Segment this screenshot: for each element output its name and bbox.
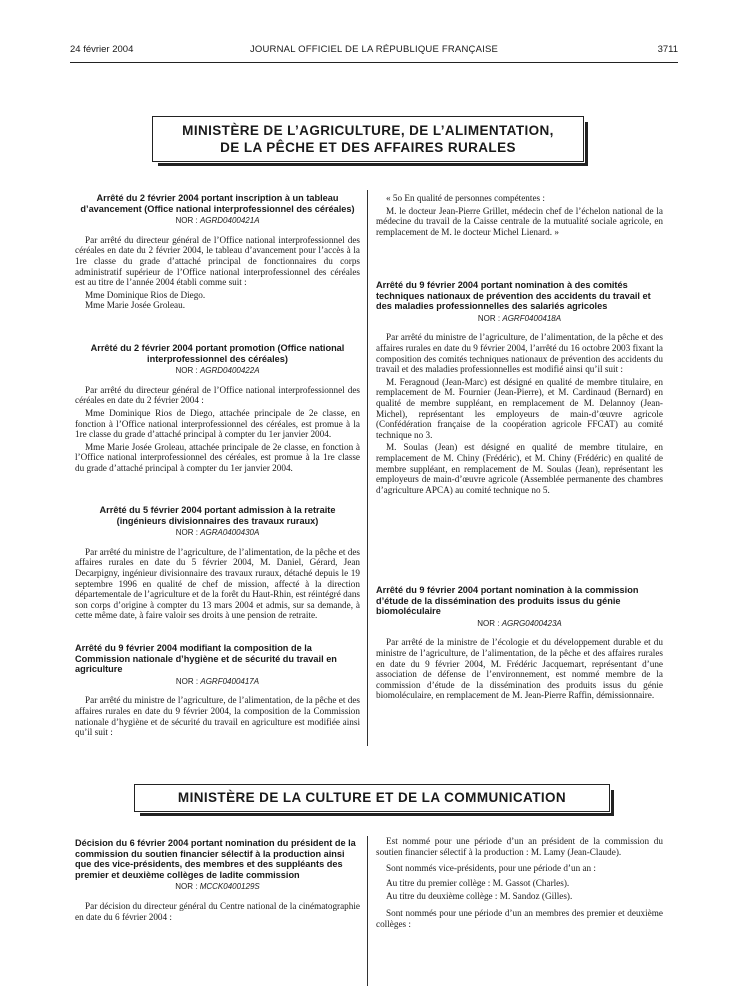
left-column-c [75,505,360,623]
nominee: Mme Dominique Rios de Diego. [85,289,206,300]
header-rule [70,62,678,63]
article-title: Arrêté du 9 février 2004 modifiant la composition de la Commission nationale d’hygiène et de sécurité du travail en agriculture [75,643,337,675]
right-column [376,193,663,239]
nominee: Mme Marie Josée Groleau. [85,300,186,311]
article-paragraph: « 5o En qualité de personnes compétentes : [386,193,545,203]
right-column-c [376,585,663,703]
left-column-d [75,643,360,740]
ministry-culture-heading [134,784,610,812]
nor-reference: NOR : AGRG0400423A [477,618,562,628]
right-column-b [376,280,663,497]
article-paragraph: Sont nommés vice-présidents, pour une période d’un an : [386,863,596,874]
ministry-agriculture-heading [152,116,584,162]
nor-reference: NOR : AGRF0400418A [477,313,562,323]
article-paragraph: Mme Dominique Rios de Diego, attachée principale de 2e classe, en fonction à l’Office national interprofessionnel des céréales, est promue à la 1re classe du grade d’attaché principal à compter du 1er janvier 2004. [75,407,360,440]
article-tableau-avancement [75,193,360,311]
article-paragraph: Au titre du deuxième collège : M. Sandoz (Gilles). [386,891,573,902]
article-paragraph: Par décision du directeur général du Centre national de la cinématographie en date du 6 février 2004 : [75,900,360,922]
left-column-b [75,343,360,476]
article-promotion [75,343,360,474]
article-paragraph: Par arrêté de la ministre de l’écologie et du développement durable et du ministre de l’agriculture, de l’alimentation, de la pêche et des affaires rurales en date du 9 février 2004, M. Frédéric Jacquemart, représentant d’une association de défense de l’environnement, est nommé membre de la commission d’étude de la dissémination des produits issus du génie biomoléculaire, en remplacement de M. Jean-Pierre Raffin, démissionnaire. [376,637,663,701]
culture-left-column [75,838,360,924]
nor-reference: NOR : MCCK0400129S [175,882,260,892]
article-paragraph: M. Soulas (Jean) est désigné en qualité de membre titulaire, en remplacement de M. Chiny (Frédéric), et M. Chiny (Frédéric) en qualité de membre suppléant, en remplacement de M. Soulas (Jean), représentant les employeurs de main-d’œuvre agricole (Assemblée permanente des chambres d’agriculture APCA) au comité technique no 5. [376,442,663,495]
article-paragraph: Par arrêté du ministre de l’agriculture, de l’alimentation, de la pêche et des affaires rurales en date du 9 février 2004, la composition de la Commission nationale d’hygiène et de sécurité du travail en agriculture est modifiée ainsi qu’il suit : [75,695,360,738]
left-column [75,193,360,311]
ministry-title: MINISTÈRE DE LA CULTURE ET DE LA COMMUNICATION [177,790,567,805]
article-paragraph: Est nommé pour une période d’un an président de la commission du soutien financier sélectif à la production : M. Lamy (Jean-Claude). [376,836,663,857]
decision-commission-soutien [75,838,360,922]
article-paragraph: M. le docteur Jean-Pierre Grillet, médecin chef de l’échelon national de la médecine du travail de la Caisse centrale de la mutualité sociale agricole, en remplacement de M. le docteur Michel Lienard. » [376,205,663,237]
journal-title: JOURNAL OFFICIEL DE LA RÉPUBLIQUE FRANÇAISE [249,44,499,55]
article-title: Arrêté du 5 février 2004 portant admission à la retraite (ingénieurs divisionnaires des travaux ruraux) [99,505,336,526]
article-paragraph: Par arrêté du directeur général de l’Office national interprofessionnel des céréales en date du 2 février 2004, le tableau d’avancement pour l’accès à la 1re classe du grade d’attaché principal de fonctionnaires du corps administratif supérieur de l’Office national interprofessionnel des céréales est au titre de l’année 2004 établi comme suit : [75,234,360,288]
article-comites-techniques [376,280,663,495]
article-paragraph: Par arrêté du directeur général de l’Office national interprofessionnel des céréales en date du 2 février 2004 : [75,384,360,406]
article-paragraph: Sont nommés pour une période d’un an membres des premier et deuxième collèges : [376,907,663,929]
issue-date: 24 février 2004 [70,44,134,55]
article-title: Décision du 6 février 2004 portant nomination du président de la commission du soutien financier sélectif à la production ainsi que des vice-présidents, des membres et des suppléants des premier et deuxième collèges de ladite commission [75,838,356,880]
ministry-line-1: MINISTÈRE DE L’AGRICULTURE, DE L’ALIMENTATION, [182,123,554,138]
nor-reference: NOR : AGRF0400417A [175,676,260,686]
article-paragraph: Au titre du premier collège : M. Gassot (Charles). [386,877,570,888]
article-title: Arrêté du 9 février 2004 portant nomination à des comités techniques nationaux de prévention des accidents du travail et des maladies professionnelles des salariés agricoles [376,280,651,312]
page-header [70,44,678,58]
article-paragraph: Par arrêté du ministre de l’agriculture, de l’alimentation, de la pêche et des affaires rurales en date du 5 février 2004, M. Daniel, Gérard, Jean Decarpigny, ingénieur divisionnaire des travaux ruraux, détaché depuis le 19 septembre 1996 en qualité de chef de mission, affecté à la direction départementale de l’agriculture et de la forêt du Haut-Rhin, est réintégré dans son corps d’origine à compter du 13 mars 2004 et admis, sur sa demande, à cette même date, à faire valoir ses droits à une pension de retraite. [75,546,360,621]
nor-reference: NOR : AGRA0400430A [175,528,260,538]
column-divider [367,836,368,986]
culture-right-column [376,836,663,931]
article-paragraph: M. Feragnoud (Jean-Marc) est désigné en qualité de membre titulaire, en remplacement de M. Fournier (Jean-Pierre), et M. Cardinaud (Bernard) en qualité de membre suppléant, en remplacement de M. Delannoy (Jean-Michel), représentant les employeurs de main-d’œuvre agricole (Confédération française de la coopération agricole FFCAT) au comité technique no 3. [376,376,663,440]
article-paragraph: Par arrêté du ministre de l’agriculture, de l’alimentation, de la pêche et des affaires rurales en date du 9 février 2004, l’arrêté du 16 octobre 2003 fixant la composition des comités techniques nationaux de prévention des accidents du travail et des maladies professionnelles est modifié ainsi qu’il suit : [376,332,663,375]
article-title: Arrêté du 2 février 2004 portant promotion (Office national interprofessionnel des céréales) [90,343,345,364]
article-paragraph: Mme Marie Josée Groleau, attachée principale de 2e classe, en fonction à l’Office national interprofessionnel des céréales, est promue à la 1re classe du grade d’attaché principal à compter du 1er janvier 2004. [75,441,360,473]
page-number: 3711 [657,44,678,55]
article-genie-biomoleculaire [376,585,663,701]
article-title: Arrêté du 9 février 2004 portant nomination à la commission d’étude de la dissémination des produits issus du génie biomoléculaire [376,585,639,617]
ministry-line-2: DE LA PÊCHE ET DES AFFAIRES RURALES [220,140,516,155]
article-title: Arrêté du 2 février 2004 portant inscription à un tableau d’avancement (Office national interprofessionnel des céréales) [80,193,355,214]
article-retraite [75,505,360,621]
nor-reference: NOR : AGRD0400422A [175,366,260,376]
article-commission-hygiene [75,643,360,738]
column-divider [367,190,368,746]
nor-reference: NOR : AGRD0400421A [175,216,260,226]
